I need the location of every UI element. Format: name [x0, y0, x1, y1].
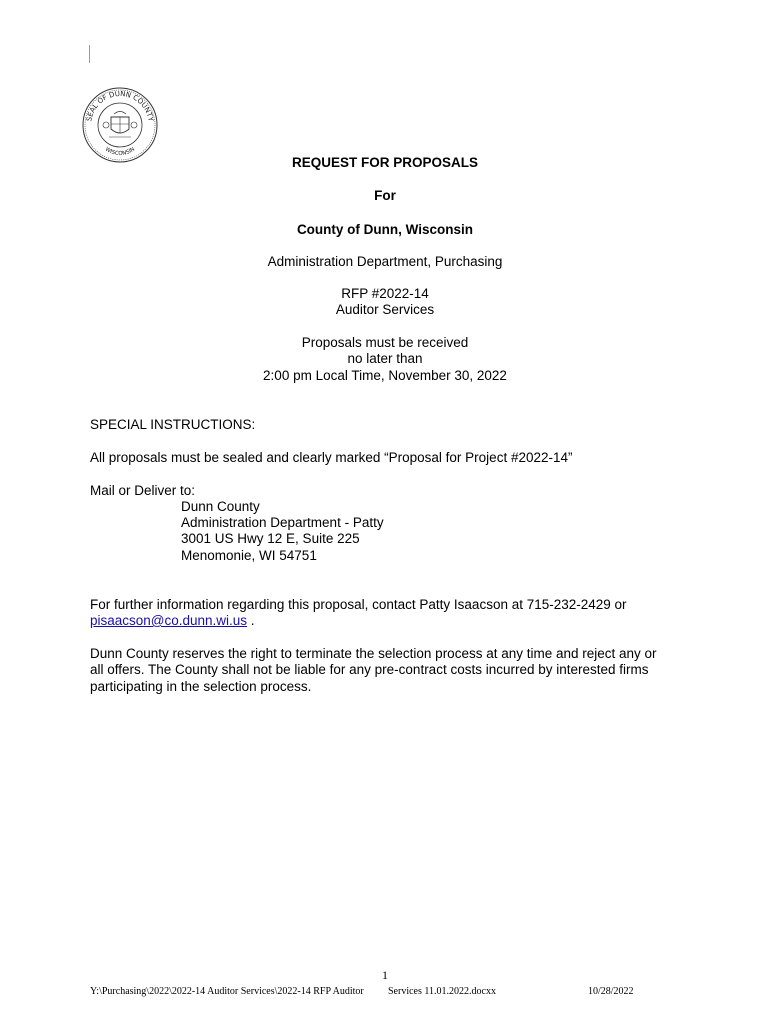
rfp-number: RFP #2022-14: [341, 286, 429, 301]
disclaimer-line-1: Dunn County reserves the right to terminate the selection process at any time and reject any or: [90, 646, 657, 661]
county-name: County of Dunn, Wisconsin: [296, 222, 474, 237]
department-name: Administration Department, Purchasing: [267, 254, 503, 269]
address-line: Menomonie, WI 54751: [181, 548, 317, 563]
county-seal-logo: [82, 87, 158, 163]
seal-bottom-text: WISCONSIN: [103, 146, 137, 158]
deadline-line-2: no later than: [347, 351, 423, 366]
email-trailing-period: .: [247, 613, 255, 628]
mail-deliver-label: Mail or Deliver to:: [90, 483, 196, 498]
address-line: Dunn County: [181, 499, 260, 514]
address-line: 3001 US Hwy 12 E, Suite 225: [181, 531, 360, 546]
disclaimer-line-3: participating in the selection process.: [90, 679, 312, 694]
contact-email-link[interactable]: pisaacson@co.dunn.wi.us: [90, 613, 248, 628]
contact-email-line: [90, 613, 255, 630]
disclaimer-line-2: all offers. The County shall not be liable for any pre-contract costs incurred by interested firms: [90, 662, 649, 677]
document-title: REQUEST FOR PROPOSALS: [291, 155, 479, 170]
footer-file-name: Services 11.01.2022.docxx: [388, 986, 496, 997]
footer-file-path: Y:\Purchasing\2022\2022-14 Auditor Services\2022-14 RFP Auditor: [90, 986, 364, 997]
seal-top-text: SEAL OF DUNN COUNTY: [85, 89, 155, 122]
rfp-subject: Auditor Services: [335, 302, 435, 317]
for-label: For: [374, 188, 396, 203]
special-instructions-heading: SPECIAL INSTRUCTIONS:: [90, 417, 256, 432]
page-number: 1: [382, 968, 388, 982]
sealed-proposal-note: All proposals must be sealed and clearly marked “Proposal for Project #2022-14”: [90, 450, 573, 465]
footer-date: 10/28/2022: [588, 986, 634, 997]
contact-text: For further information regarding this proposal, contact Patty Isaacson at 715-232-2429 or: [90, 597, 627, 612]
deadline-line-3: 2:00 pm Local Time, November 30, 2022: [263, 368, 507, 383]
text-cursor-mark: [89, 45, 90, 63]
deadline-line-1: Proposals must be received: [301, 335, 469, 350]
address-line: Administration Department - Patty: [181, 515, 384, 530]
